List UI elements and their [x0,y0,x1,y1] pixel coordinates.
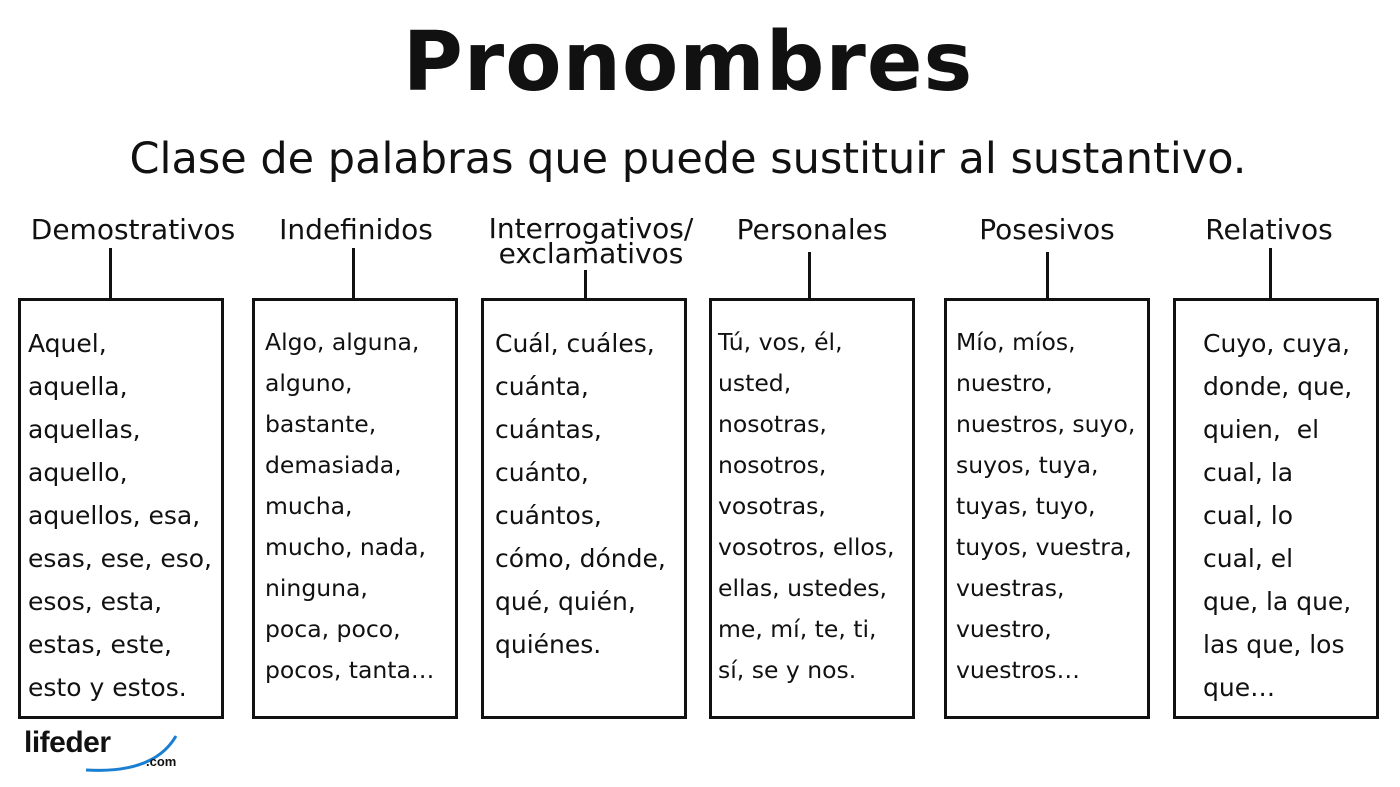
category-items-interrogativos: Cuál, cuáles, cuánta, cuántas, cuánto, cuántos, cómo, dónde, qué, quién, quiénes. [495,329,666,659]
connector-line [1269,248,1272,298]
logo-domain-suffix: .com [146,754,177,769]
connector-line [584,270,587,298]
category-header-personales: Personales [736,213,888,246]
category-items-relativos: Cuyo, cuya, donde, que, quien, el cual, la cual, lo cual, el que, la que, las que, los que… [1203,329,1353,702]
category-header-posesivos: Posesivos [979,213,1115,246]
diagram-subtitle: Clase de palabras que puede sustituir al sustantivo. [129,134,1247,184]
category-header-indefinidos: Indefinidos [279,213,433,246]
category-header-interrogativos [488,212,694,271]
diagram-title: Pronombres [402,15,974,110]
category-items-demostrativos: Aquel, aquella, aquellas, aquello, aquellos, esa, esas, ese, eso, esos, esta, estas, este, esto y estos. [28,329,212,702]
category-items-posesivos: Mío, míos, nuestro, nuestros, suyo, suyos, tuya, tuyas, tuyo, tuyos, vuestra, vuestras, vuestro, vuestros… [956,328,1136,684]
category-items-personales: Tú, vos, él, usted, nosotras, nosotros, vosotras, vosotros, ellos, ellas, ustedes, me, mí, te, ti, sí, se y nos. [718,328,895,684]
category-header-demostrativos: Demostrativos [30,213,236,246]
logo-wordmark: lifeder [24,726,111,759]
category-header-relativos: Relativos [1205,213,1333,246]
connector-line [808,252,811,298]
category-header-line-1: Interrogativos/ [488,212,694,245]
lifeder-logo [24,726,184,776]
connector-line [1046,252,1049,298]
category-items-indefinidos: Algo, alguna, alguno, bastante, demasiada, mucha, mucho, nada, ninguna, poca, poco, pocos, tanta… [265,328,435,684]
connector-line [352,248,355,298]
connector-line [109,248,112,298]
category-header-line-2: exclamativos [498,237,684,271]
